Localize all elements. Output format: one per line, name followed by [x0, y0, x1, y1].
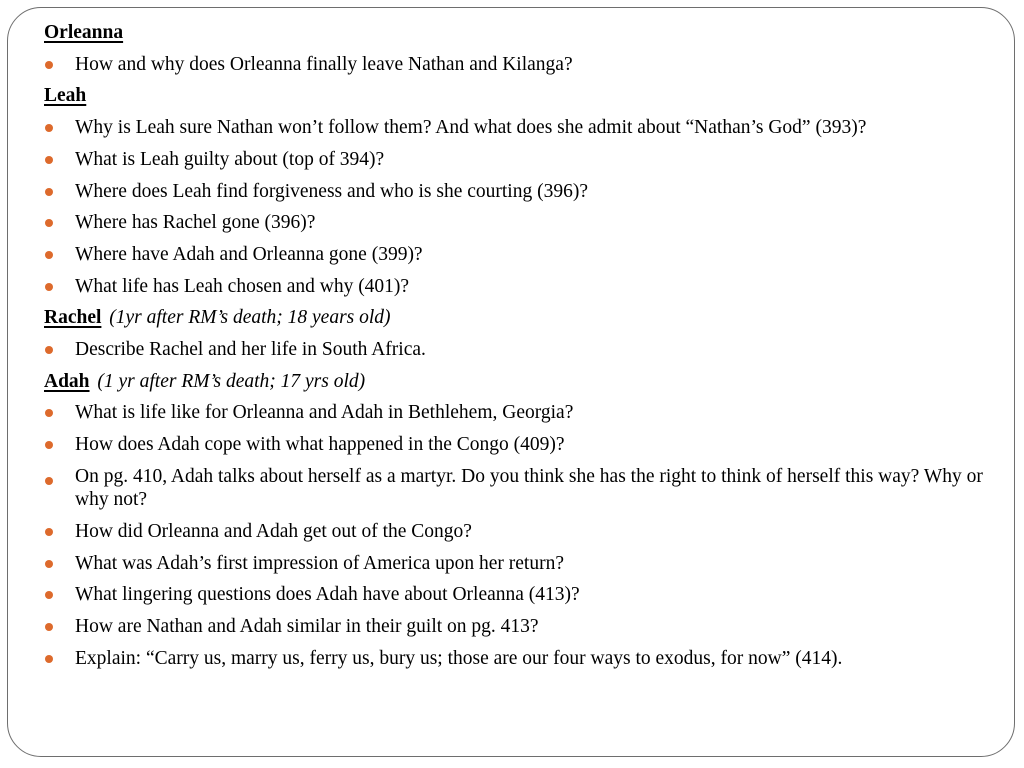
- question-item: What is Leah guilty about (top of 394)?: [44, 144, 994, 176]
- section-note: (1 yr after RM’s death; 17 yrs old): [97, 370, 366, 392]
- question-item: What was Adah’s first impression of America upon her return?: [44, 548, 994, 580]
- section-name: Rachel: [44, 307, 102, 329]
- section-heading-rachel: [44, 302, 994, 334]
- section-heading-orleanna: [44, 17, 994, 49]
- question-item: On pg. 410, Adah talks about herself as a martyr. Do you think she has the right to think of herself this way? Why or why not?: [44, 461, 994, 516]
- section-heading-leah: [44, 80, 994, 112]
- question-item: Why is Leah sure Nathan won’t follow them? And what does she admit about “Nathan’s God” (393)?: [44, 112, 994, 144]
- section-heading-adah: [44, 366, 994, 398]
- question-item: Explain: “Carry us, marry us, ferry us, bury us; those are our four ways to exodus, for now” (414).: [44, 643, 994, 675]
- question-item: How does Adah cope with what happened in the Congo (409)?: [44, 429, 994, 461]
- question-item: How and why does Orleanna finally leave Nathan and Kilanga?: [44, 49, 994, 81]
- question-item: How are Nathan and Adah similar in their guilt on pg. 413?: [44, 611, 994, 643]
- section-name: Orleanna: [44, 22, 124, 43]
- question-item: Where does Leah find forgiveness and who is she courting (396)?: [44, 176, 994, 208]
- section-name: Adah: [44, 370, 90, 392]
- question-item: What lingering questions does Adah have about Orleanna (413)?: [44, 579, 994, 611]
- question-item: What is life like for Orleanna and Adah in Bethlehem, Georgia?: [44, 397, 994, 429]
- question-item: How did Orleanna and Adah get out of the Congo?: [44, 516, 994, 548]
- question-item: Where has Rachel gone (396)?: [44, 207, 994, 239]
- question-item: Describe Rachel and her life in South Africa.: [44, 334, 994, 366]
- section-note: (1yr after RM’s death; 18 years old): [109, 307, 391, 329]
- slide-content: [44, 17, 994, 674]
- question-item: What life has Leah chosen and why (401)?: [44, 271, 994, 303]
- section-name: Leah: [44, 85, 87, 107]
- question-item: Where have Adah and Orleanna gone (399)?: [44, 239, 994, 271]
